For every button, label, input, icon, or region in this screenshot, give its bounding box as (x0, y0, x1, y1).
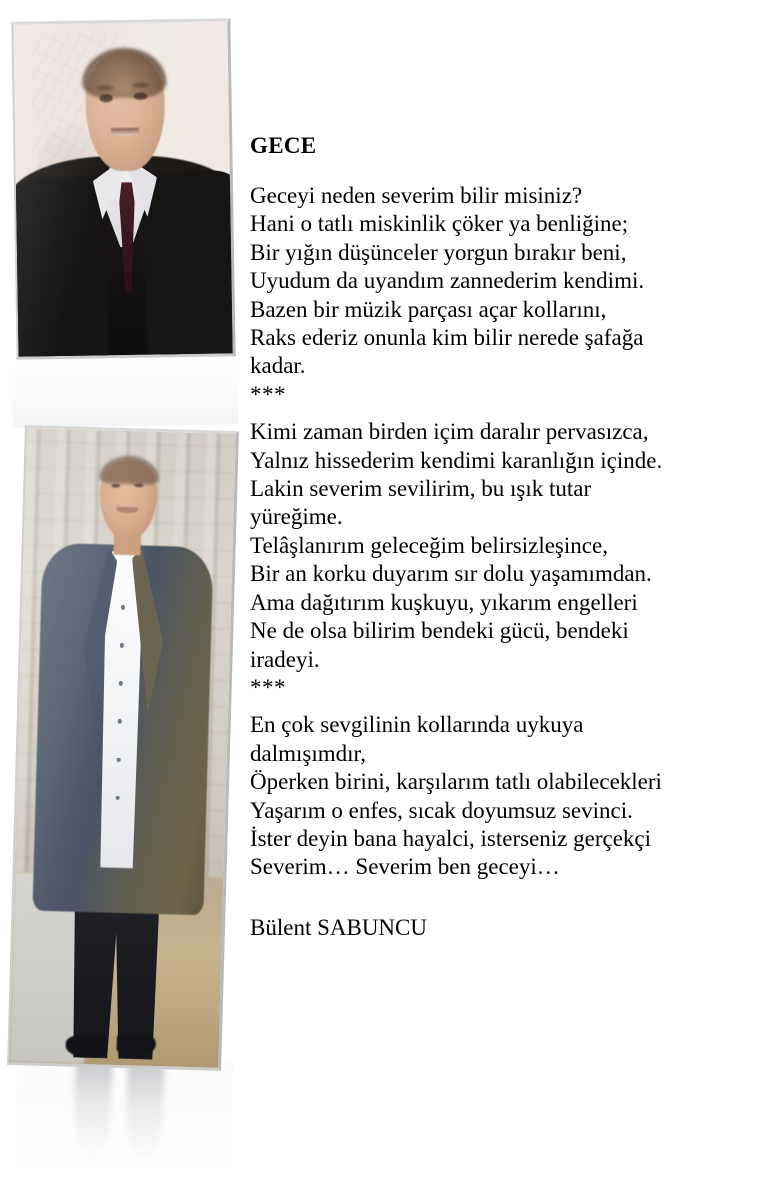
poem-line: Severim… Severim ben geceyi… (250, 854, 560, 880)
poem-line: kadar. (250, 353, 306, 379)
poem-line: Kimi zaman birden içim daralır pervasızca, (250, 419, 649, 445)
poem-line: Lakin severim sevilirim, bu ışık tutar (250, 476, 592, 502)
poem-line: Bazen bir müzik parçası açar kollarını, (250, 296, 607, 322)
smile (117, 507, 138, 513)
stanza-separator: *** (250, 381, 286, 407)
photo-headshot-frame (11, 18, 235, 359)
shoe-left (66, 1035, 106, 1058)
shirt-button (118, 719, 122, 724)
poem-line: Hani o tatlı miskinlik çöker ya benliğine; (250, 211, 629, 237)
stanza-gap (250, 702, 766, 711)
stanza-separator: *** (250, 674, 286, 700)
shirt-button (120, 643, 124, 648)
poem-line: Raks ederiz onunla kim bilir nerede şafağa (250, 325, 644, 351)
eye-left (99, 95, 113, 103)
poem-line: En çok sevgilinin kollarında uykuya (250, 712, 584, 738)
poem-line: Öperken birini, karşılarım tatlı olabilecekleri (250, 769, 662, 795)
poem-author: Bülent SABUNCU (250, 914, 427, 940)
poem-line: Yalnız hissederim kendimi karanlığın içinde. (250, 447, 663, 473)
poem-title: GECE (250, 133, 317, 158)
suit-shoulder-right (144, 170, 235, 359)
poem-line: Bir yığın düşünceler yorgun bırakır beni, (250, 239, 627, 265)
poem-stanza-2 (250, 418, 766, 674)
photo-fullbody (7, 425, 239, 1071)
photo-fullbody-floor-reflection (14, 1057, 233, 1183)
poem-line: Bir an korku duyarım sır dolu yaşamımdan. (250, 561, 652, 587)
poem-line: İster deyin bana hayalci, isterseniz gerçekçi (250, 825, 652, 851)
shirt-button (121, 605, 125, 610)
shirt-button (119, 681, 123, 686)
eyebrow-left (97, 85, 114, 90)
reflection-leg-left (73, 1059, 113, 1163)
reflection-leg-right (125, 1060, 165, 1164)
photo-fullbody-frame (7, 425, 239, 1071)
poem-line: Ama dağıtırım kuşkuyu, yıkarım engelleri (250, 589, 638, 615)
poem-body (250, 132, 766, 942)
photo-headshot-plinth (11, 350, 238, 428)
poem-line: dalmışımdır, (250, 740, 366, 766)
poem-line: Yaşarım o enfes, sıcak doyumsuz sevinci. (250, 797, 633, 823)
poem-line: Geceyi neden severim bilir misiniz? (250, 183, 583, 208)
eye-right (133, 92, 147, 100)
poem-line: iradeyi. (250, 646, 320, 672)
suit-shoulder-left (11, 176, 108, 360)
photo-headshot (11, 18, 235, 359)
poem-stanza-1 (250, 182, 766, 381)
shirt-button (116, 757, 120, 762)
poem-stanza-3 (250, 711, 766, 881)
poem-line: Telâşlanırım geleceğim belirsizleşince, (250, 532, 608, 558)
stanza-gap (250, 409, 766, 418)
shirt-button (115, 795, 119, 800)
poem-line: yüreğime. (250, 504, 343, 530)
poem-line: Ne de olsa bilirim bendeki gücü, bendeki (250, 618, 629, 644)
poem-line: Uyudum da uyandım zannederim kendimi. (250, 268, 645, 294)
